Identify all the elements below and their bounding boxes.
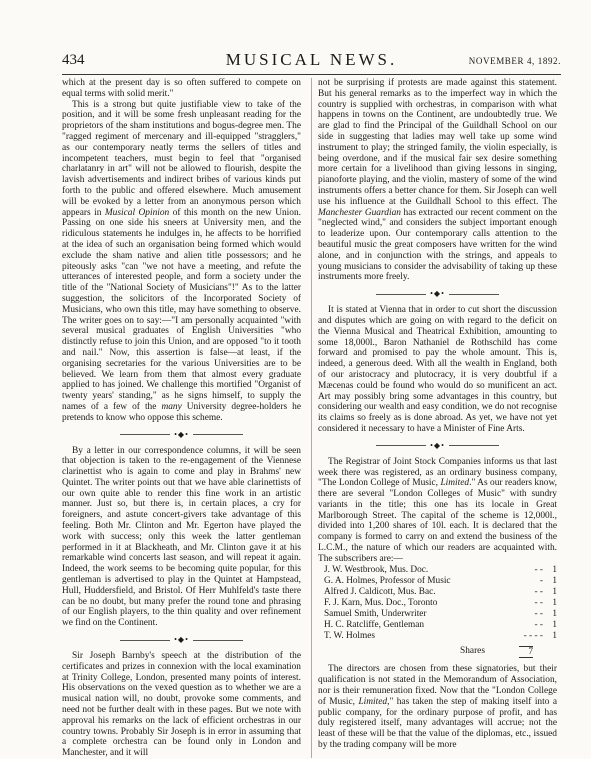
left-paragraph-1: which at the present day is so often suffered to compete on equal terms with solid merit." [62, 78, 301, 99]
list-item: H. C. Ratcliffe, Gentleman - - 1 [324, 619, 557, 630]
right-paragraph-4: The directors are chosen from these signatories, but their qualification is not stated in the Memorandum of Association, nor is their remuneration fixed. Now that the "London College of Music, Limited," has taken the step of making itself into a public company, for the ordinary purpose of profit, and has duly registered itself, many advantages will accrue; not the least of these will be that the value of the diplomas, etc., issued by the trading company will be more [318, 664, 557, 751]
section-ornament: •◆• [62, 424, 301, 446]
list-item: Samuel Smith, Underwriter - - 1 [324, 608, 557, 619]
header-rule [62, 74, 561, 75]
list-item: G. A. Holmes, Professor of Music - 1 [324, 575, 557, 586]
list-item: F. J. Karn, Mus. Doc., Toronto - - 1 [324, 597, 557, 608]
masthead-title: MUSICAL NEWS. [225, 50, 398, 69]
right-paragraph-1: not be surprising if protests are made against this statement. But his general remarks as to the imperfect way in which the country is supplied with orchestras, in comparison with what happens in towns on the Continent, are undoubtedly true. We are glad to find the Principal of the Guildhall School on our side in suggesting that ladies may well take up some wind instrument to play; the stringed family, the violin especially, is being overdone, and if the musical fair sex desire something more certain for a livelihood than giving lessons in singing, pianoforte playing, and the violin, mastery of some of the wind instruments offers a better chance for them. Sir Joseph can well use his influence at the Guildhall School to this effect. The Manchester Guardian has extracted our recent comment on the "neglected wind," and considers the subject important enough to leaderize upon. Our contemporary calls attention to the beautiful music the great composers have written for the wind alone, and in conjunction with the strings, and appeals to young musicians to consider the advisability of taking up these instruments more freely. [318, 78, 557, 283]
right-paragraph-3: The Registrar of Joint Stock Companies informs us that last week there was registered, as an ordinary business company, "The London College of Music, Limited." As our readers know, there are several "London Colleges of Music" with sundry variants in the title; this one has its locale in Great Marlborough Street. The capital of the scheme is 12,000l., divided into 1,200 shares of 10l. each. It is declared that the company is formed to carry on and extend the business of the L.C.M., the nature of which our readers are acquainted with. The subscribers are:— [318, 456, 557, 564]
left-paragraph-3: By a letter in our correspondence columns, it will be seen that objection is taken to the re-engagement of the Viennese clarinettist who is again to come and play in Brahms' new Quintet. The writer points out that we have able clarinettists of our own quite able to render this fine work in an artistic manner. Just so, but there is, in certain places, a cry for foreigners, and astute concert-givers take advantage of this feeling. Both Mr. Clinton and Mr. Egerton have played the work with success; only this week the latter gentleman performed in it at Blackheath, and Mr. Clinton gave it at his remarkable wind concerts last season, and will repeat it again. Indeed, the work seems to be becoming quite popular, for this gentleman is advertised to play in the Quintet at Hampstead, Hull, Huddersfield, and Bristol. Of Herr Muhlfeld's taste there can be no doubt, but many prefer the round tone and phrasing of our English players, to the thin quality and over refinement we find on the Continent. [62, 445, 301, 629]
list-item: Alfred J. Caldicott, Mus. Bac. - - 1 [324, 586, 557, 597]
section-ornament: •◆• [318, 283, 557, 305]
shares-label: Shares [460, 645, 485, 656]
shares-total [318, 646, 557, 659]
list-item: T. W. Holmes - - - - 1 [324, 630, 557, 641]
list-item: J. W. Westbrook, Mus. Doc. - - 1 [324, 564, 557, 575]
issue-date: NOVEMBER 4, 1892. [468, 56, 561, 66]
section-ornament: •◆• [62, 629, 301, 651]
page-number: 434 [62, 52, 85, 68]
left-column [62, 78, 301, 759]
right-paragraph-2: It is stated at Vienna that in order to cut short the discussion and disputes which are going on with regard to the deficit on the Vienna Musical and Theatrical Exhibition, amounting to some 18,000l., Baron Nathaniel de Rothschild has come forward and promised to pay the whole amount. This is, indeed, a generous deed. With all the wealth in England, both of our aristocracy and plutocracy, it is very doubtful if a Mæcenas could be found who would do so munificent an act. Art may possibly bring some advantages in this country, but considering our wealth and easy condition, we do not recognise its claims so freely as is done abroad. As yet, we have not yet considered it necessary to have a Minister of Fine Arts. [318, 305, 557, 434]
column-divider [311, 78, 312, 758]
page-header [62, 50, 561, 72]
left-paragraph-2: This is a strong but quite justifiable view to take of the position, and it will be some fresh unpleasant reading for the proprietors of the sham institutions and bogus-degree men. The "ragged regiment of mercenary and ill-equipped "stragglers," as our contemporary neatly terms the sellers of titles and incompetent teachers, must begin to feel that "organised charlatanry in art" will not be allowed to flourish, despite the lavish advertisements and indirect bribes of various kinds put forth to the public and offered elsewhere. Much amusement will be evoked by a letter from an anonymous person which appears in Musical Opinion of this month on the new Union. Passing on one side his sneers at University men, and the ridiculous statements he indulges in, he affects to be horrified at the idea of such an organisation being formed which would exclude the sham native and alien title possessors; and he piteously asks "can "we not have a meeting, and refute the utterances of interested people, and form a society under the title of the "National Society of Musicians"!" As to the latter suggestion, the solicitors of the Incorporated Society of Musicians, who own this title, may have something to observe. The writer goes on to say:—"I am personally acquainted "with several musical graduates of English Universities "who distinctly refuse to join this Union, and are opposed "to it tooth and nail." Now, this assertion is false—at least, if the organising secretaries for the various Universities are to be believed. We learn from them that almost every graduate applied to has joined. We challenge this mortified "Organist of twenty years' standing," as he signs himself, to supply the names of a few of the many University degree-holders he pretends to know who oppose this scheme. [62, 99, 302, 423]
right-column [318, 78, 557, 751]
section-ornament: •◆• [318, 435, 557, 457]
shares-total-value: 7 [519, 646, 533, 659]
left-paragraph-4: Sir Joseph Barnby's speech at the distribution of the certificates and prizes in connexion with the local examination at Trinity College, London, presented many points of interest. His observations on the vexed question as to whether we are a musical nation will, no doubt, provoke some comments, and need not be further dealt with in these pages. But we note with approval his remarks on the lack of efficient orchestras in our country towns. Probably Sir Joseph is in error in assuming that a complete orchestra can be found only in London and Manchester, and it will [62, 651, 301, 759]
subscriber-list [318, 565, 557, 642]
